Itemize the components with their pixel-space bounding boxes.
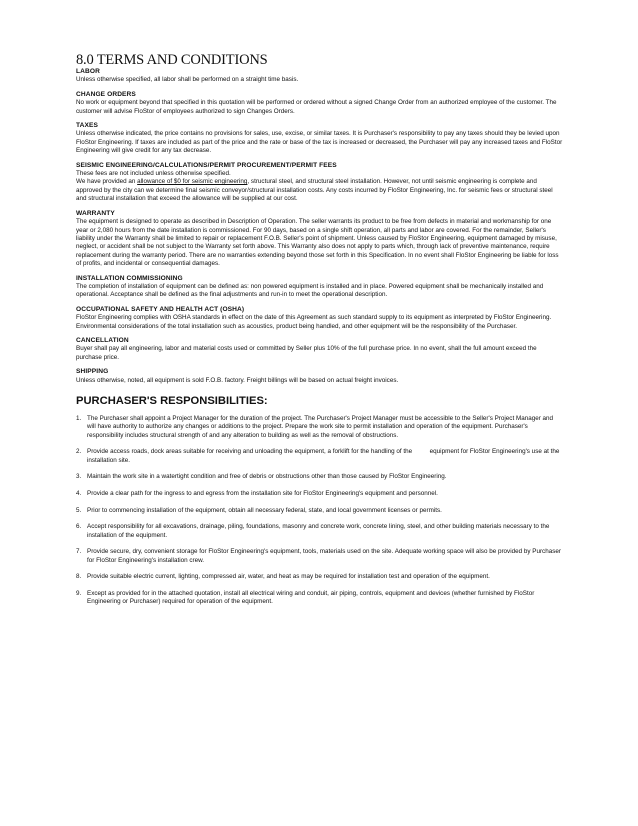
list-item-text: Except as provided for in the attached quotation, install all electrical wiring and conduit, air piping, controls, equipment and devices (whether furnished by FloStor Engineering or Purchaser) required for operation of the equipment. (87, 589, 535, 606)
section-heading: TAXES (76, 122, 98, 130)
list-item-text: Provide secure, dry, convenient storage for FloStor Engineering's equipment, tools, materials used on the site. Adequate working space will also be provided by Purchaser for FloStor Engineering's installation crew. (87, 548, 561, 564)
section-body: Unless otherwise indicated, the price contains no provisions for sales, use, excise, or similar taxes. It is Purchaser's responsibility to pay any taxes should they be levied upon FloStor Engineering. If taxes are included as part of the price and the rate or base of the tax is increased or decreased, the Purchaser will pay any increased taxes and FloStor Engineering will give credit for any tax decrease. (76, 130, 563, 155)
section-body: Unless otherwise, noted, all equipment is sold F.O.B. factory. Freight billings will be based on actual freight invoices. (76, 376, 399, 384)
section-body: Unless otherwise specified, all labor shall be performed on a straight time basis. (76, 76, 299, 84)
list-item (76, 523, 563, 540)
list-item-text: Prior to commencing installation of the equipment, obtain all necessary federal, state, and local government licenses or permits. (87, 506, 442, 514)
list-item-number: 1. (76, 415, 82, 422)
list-item (76, 448, 563, 465)
section-body: The equipment is designed to operate as described in Description of Operation. The seller warrants its product to be free from defects in material and workmanship for one year or 2,080 hours from the date installation is commissioned. For 90 days, based on a single shift operation, all parts and labor are covered. For the remainder, Seller's liability under the Warranty shall be limited to repair or replacement F.O.B. Seller's point of shipment. Unless caused by FloStor Engineering, equipment damaged by misuse, neglect, or accident shall be not subject to the Warranty set forth above. This Warranty also does not apply to parts which, through lack of preventive maintenance, require replacement during the warranty period. There are no warranties extending beyond those set forth in this Specification. In no event shall FloStor Engineering be liable for loss of profits, and incidental or consequential damages. (76, 218, 559, 268)
list-item-text: Maintain the work site in a watertight condition and free of debris or obstructions other than those caused by FloStor Engineering. (87, 473, 447, 481)
list-item (76, 507, 563, 515)
responsibilities-list (76, 415, 563, 607)
list-item (76, 490, 563, 498)
section-heading: LABOR (76, 68, 100, 75)
list-item-number: 3. (76, 473, 82, 481)
section-osha (76, 306, 563, 331)
list-item (76, 573, 563, 581)
list-item-number: 6. (76, 523, 82, 531)
section-labor (76, 68, 563, 85)
list-item (76, 590, 563, 607)
list-item (76, 548, 563, 565)
list-item-number: 8. (76, 573, 82, 581)
section-seismic (76, 162, 563, 204)
responsibilities-title: PURCHASER'S RESPONSIBILITIES: (76, 395, 268, 407)
section-heading: CHANGE ORDERS (76, 90, 136, 98)
list-item-text: Provide access roads, dock areas suitable for receiving and unloading the equipment, a forklift for the handling of the equipment for FloStor Engineering's use at the installation site. (87, 448, 562, 464)
section-heading: WARRANTY (76, 209, 115, 217)
section-warranty (76, 210, 563, 269)
document-title: 8.0 TERMS AND CONDITIONS (76, 52, 268, 68)
section-body: The completion of installation of equipment can be defined as: non powered equipment is installed and in place. Powered equipment shall be mechanically installed and operational. Acceptance shall be defined as the final adjustments and run-in to meet the operational description. (76, 282, 544, 299)
list-item-text: Accept responsibility for all excavations, drainage, piling, foundations, masonry and concrete work, concrete lining, steel, and other building materials necessary to the installation of the equipment. (87, 523, 550, 539)
list-item-number: 7. (76, 548, 82, 556)
list-item-number: 4. (76, 489, 82, 497)
section-body-rest: , structural steel, and structural steel installation. However, not until seismic engineering is complete and approved by the city can we determine final seismic conveyor/structural installation costs. Any costs incurred by FloStor Engineering, Inc. for seismic fees or structural steel and structural installation that exceed the allowance will be supplied at our cost. (76, 178, 553, 203)
list-item (76, 415, 563, 440)
section-heading: SEISMIC ENGINEERING/CALCULATIONS/PERMIT PROCUREMENT/PERMIT FEES (76, 161, 337, 169)
section-shipping (76, 368, 563, 385)
section-body (76, 170, 563, 204)
list-item-number: 9. (76, 589, 82, 597)
document-page (76, 52, 563, 615)
section-change-orders (76, 91, 563, 116)
section-body-intro: These fees are not included unless otherwise specified. We have provided an (76, 170, 231, 186)
list-item-number: 2. (76, 448, 82, 456)
section-taxes (76, 122, 563, 156)
seismic-allowance-text: allowance of $0 for seismic engineering (137, 178, 248, 186)
list-item-text: The Purchaser shall appoint a Project Manager for the duration of the project. The Purchaser's Project Manager must be accessible to the Seller's Project Manager and will have authority to authorize any changes or additions to the project. Prepare the work site to permit installation and operation of the equipment. Purchaser's responsibility includes structural strength of and any alteration to building as well as the removal of obstructions. (87, 415, 554, 439)
section-heading: OCCUPATIONAL SAFETY AND HEALTH ACT (OSHA) (76, 305, 245, 313)
section-body: No work or equipment beyond that specified in this quotation will be performed or ordered without a signed Change Order from an authorized employee of the customer. The customer will advise FloStor of employees authorized to sign Changes Orders. (76, 99, 557, 115)
section-heading: SHIPPING (76, 368, 109, 376)
list-item-number: 5. (76, 506, 82, 514)
section-heading: INSTALLATION COMMISSIONING (76, 274, 183, 282)
list-item (76, 473, 563, 481)
section-installation-commissioning (76, 275, 563, 300)
section-heading: CANCELLATION (76, 336, 129, 344)
list-item-text: Provide a clear path for the ingress to and egress from the installation site for FloStor Engineering's equipment and personnel. (87, 489, 438, 497)
section-cancellation (76, 337, 563, 362)
section-body: Buyer shall pay all engineering, labor and material costs used or committed by Seller plus 10% of the full purchase price. In no event, shall the full amount exceed the purchase price. (76, 345, 537, 361)
section-body: FloStor Engineering complies with OSHA standards in effect on the date of this Agreement as such standard supply to its equipment as interpreted by FloStor Engineering. Environmental considerations of the total installation such as acoustics, product being handled, and other equipment will be the responsibility of the Purchaser. (76, 314, 552, 330)
list-item-text: Provide suitable electric current, lighting, compressed air, water, and heat as may be required for installation test and operation of the equipment. (87, 573, 490, 581)
